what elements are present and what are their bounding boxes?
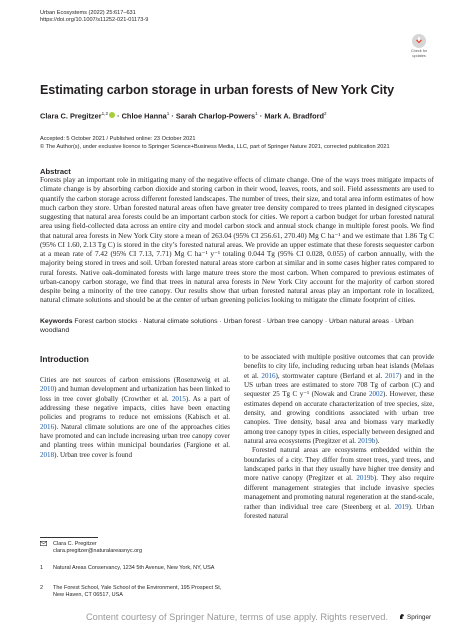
- citation-link[interactable]: 2016: [40, 422, 55, 431]
- intro-paragraph: [244, 353, 434, 446]
- text-run: Forested natural areas are ecosystems embedded within the boundaries of a city. They differ from street trees, yard trees, and landscaped parks in that they usually have higher tree density and more native canopy (Pregitzer et al.: [244, 446, 434, 483]
- citation-link[interactable]: 2018: [40, 450, 55, 459]
- check-for-updates-badge[interactable]: [406, 34, 432, 68]
- text-run: to be associated with multiple positive outcomes that can provide benefits to city life, including reducing urban heat islands (Melaas et al.: [244, 353, 434, 380]
- author-affiliation: 2: [324, 111, 327, 116]
- text-run: ) and in the US urban trees are estimated to store 708 Tg of carbon (C) and sequester 25 Tg C y⁻¹ (Nowak and Crane: [244, 371, 434, 399]
- citation-link[interactable]: 2016: [261, 371, 276, 380]
- text-run: ).: [375, 437, 380, 446]
- author-name[interactable]: Chloe Hanna: [121, 111, 167, 121]
- text-run: ). Urban forested natural: [244, 502, 434, 520]
- affiliation-footnote: [40, 565, 230, 572]
- text-run: ). Urban tree cover is found: [54, 450, 132, 459]
- abstract-text: Forests play an important role in mitigating many of the negative effects of climate change. One of the ways trees mitigate impacts of climate change is by absorbing carbon dioxide and storing carbon in their wood, leaves, roots, and soil. Field assessments are used to quantify the carbon storage across different forested landscapes. The number of trees, their size, and total area inform estimates of how much carbon they store. Urban forested natural areas often have greater tree density compared to trees planted in designed cityscapes suggesting that natural area forests could be an important carbon stock for cities. We report a carbon budget for urban forested natural area using field-collected data across an entire city and model carbon stock and annual stock change in multiple forest pools. We find that natural area forests in New York City store a mean of 263.04 (95% CI 256.61, 270.40) Mg C ha⁻¹ and we estimate that 1.86 Tg C (95% CI 1.60, 2.13 Tg C) is stored in the city’s forested natural areas. We provide an upper estimate that these forests sequester carbon at a mean rate of 7.42 (95% CI 7.13, 7.71) Mg C ha⁻¹ y⁻¹ totaling 0.044 Tg (95% CI 0.028, 0.055) of carbon annually, with the majority being stored in trees and soil. Urban forested natural areas store carbon at similar and in some cases higher rates compared to rural forests. Native oak-dominated forests with large mature trees store the most carbon. When compared to previous estimates of urban-canopy carbon storage, we find that trees in natural area forests in New York City account for the majority of carbon stored despite being a minority of the tree canopy. Our results show that urban forested natural areas play an important role in localized, natural climate solutions and should be at the center of urban greening policies looking to mitigate the climate footprint of cities.: [40, 175, 434, 305]
- journal-citation: Urban Ecosystems (2022) 25:617–631: [40, 10, 136, 16]
- author-affiliation: 1,2: [101, 111, 109, 116]
- intro-paragraph: [40, 376, 230, 460]
- affiliation-number: 1: [40, 565, 44, 571]
- keywords: [40, 318, 434, 335]
- crossmark-label-1: Check for: [410, 49, 428, 53]
- crossmark-label-2: updates: [412, 54, 426, 59]
- right-column: [244, 353, 434, 521]
- journal-header: [40, 10, 340, 25]
- author-name[interactable]: Mark A. Bradford: [264, 111, 324, 121]
- affiliation-text: Natural Areas Conservancy, 1234 5th Avenue, New York, NY, USA: [53, 565, 215, 571]
- text-run: ) and human development and urbanization has been linked to loss in tree cover globally (Crowther et al.: [40, 385, 230, 403]
- citation-link[interactable]: 2019b: [357, 437, 376, 446]
- author-list: [40, 111, 327, 120]
- text-run: ), stormwater capture (Berland et al.: [275, 371, 386, 380]
- introduction-heading: Introduction: [40, 354, 89, 364]
- courtesy-notice: Content courtesy of Springer Nature, terms of use apply. Rights reserved.: [85, 612, 389, 622]
- crossmark-icon: [412, 34, 426, 48]
- author-affiliation: 1: [255, 111, 258, 116]
- text-run: Cities are net sources of carbon emissions (Rosenzweig et al.: [40, 376, 230, 384]
- left-column: [40, 376, 230, 460]
- citation-link[interactable]: 2017: [385, 371, 400, 380]
- affiliation-number: 2: [40, 585, 44, 591]
- intro-paragraph: [244, 446, 434, 521]
- author-separator: ·: [169, 111, 176, 121]
- keywords-heading: Keywords: [40, 318, 73, 325]
- text-run: ). However, these estimates depend on accurate characterization of tree species, size, density, and growing conditions associated with urban tree canopies. Tree density, basal area and biomass vary markedly among tree canopy types in cities, especially between designed and natural area ecosystems (Pregitzer et al.: [244, 390, 434, 446]
- accepted-date: Accepted: 5 October 2021 / Published online: 23 October 2021: [40, 136, 196, 142]
- text-run: ). Natural climate solutions are one of the approaches cities have promoted and can include increasing urban tree canopy cover and planting trees within municipal boundaries (Fargione et al.: [40, 422, 230, 450]
- abstract-heading: Abstract: [40, 167, 71, 176]
- contact-footnote: [40, 541, 230, 555]
- footnote-divider: [40, 537, 98, 538]
- author-separator: ·: [115, 111, 122, 121]
- citation-link[interactable]: 2002: [368, 390, 384, 399]
- citation-link[interactable]: 2019b: [356, 474, 374, 483]
- author-affiliation: 1: [166, 111, 170, 116]
- contact-name: Clara C. Pregitzer: [53, 541, 97, 547]
- text-run: ). They also require different management strategies that include invasive species management and promoting natural regeneration at the stand-scale, rather than individual tree care (Steenberg et al.: [244, 474, 434, 511]
- citation-link[interactable]: 2019: [394, 502, 409, 511]
- article-title: Estimating carbon storage in urban forests of New York City: [40, 83, 395, 97]
- publisher-name: Springer: [407, 614, 432, 621]
- affiliation-text: The Forest School, Yale School of the Environment, 195 Prospect St, New Haven, CT 06517, USA: [53, 585, 222, 599]
- author-separator: ·: [257, 111, 265, 121]
- publication-dates: [40, 136, 434, 151]
- envelope-icon: [40, 541, 50, 549]
- citation-link[interactable]: 2010: [40, 385, 55, 394]
- contact-email[interactable]: clara.pregitzer@naturalareasnyc.org: [53, 548, 143, 555]
- author-name[interactable]: Clara C. Pregitzer: [40, 111, 102, 121]
- author-name[interactable]: Sarah Charlop-Powers: [175, 111, 256, 121]
- keywords-list: Forest carbon stocks · Natural climate solutions · Urban forest · Urban tree canopy · Urban natural areas · Urban woodland: [40, 318, 414, 334]
- copyright-notice: © The Author(s), under exclusive licence to Springer Science+Business Media, LLC, part of Springer Nature 2021, corrected publication 2021: [40, 143, 390, 150]
- doi-link[interactable]: https://doi.org/10.1007/s11252-021-01173-9: [40, 17, 149, 24]
- text-run: ). As a part of addressing these negative impacts, cities have been enacting policies and programs to reduce net emissions (Kabisch et al.: [40, 394, 230, 422]
- citation-link[interactable]: 2015: [171, 394, 186, 403]
- affiliation-footnote: [40, 585, 230, 599]
